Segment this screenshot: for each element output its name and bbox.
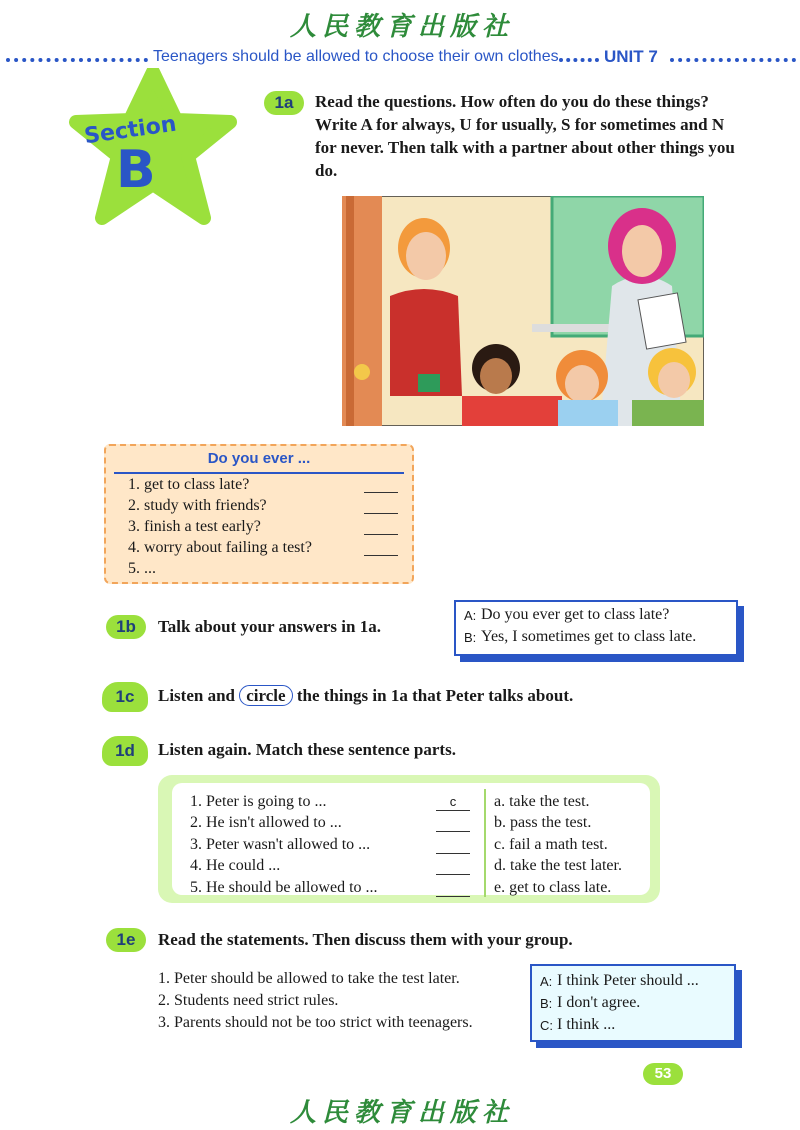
answer-blank[interactable] [364, 497, 398, 514]
section-letter: B [116, 140, 156, 200]
unit-label: UNIT 7 [604, 47, 658, 66]
task-1a-badge: 1a [264, 91, 304, 115]
match-row: 2. He isn't allowed to ... [190, 811, 470, 833]
task-1d-badge: 1d [102, 736, 148, 766]
list-item: 1. get to class late? [128, 476, 398, 497]
header-dots-mid [559, 58, 599, 66]
conversation-1e [530, 964, 736, 1042]
circled-word: circle [239, 685, 292, 706]
list-item: 5. ... [128, 560, 156, 577]
task-1b-badge: 1b [106, 615, 146, 639]
header-dots-right [670, 58, 796, 66]
page-number: 53 [643, 1063, 683, 1085]
list-item: 2. Students need strict rules. [158, 992, 339, 1009]
match-option: e. get to class late. [494, 878, 612, 896]
task-1a-text: Read the questions. How often do you do these things? Write A for always, U for usually, S for sometimes and N for never. Then talk with a partner about other things you do. [315, 92, 735, 180]
answer-blank[interactable] [364, 539, 398, 556]
task-1d-text: Listen again. Match these sentence parts. [158, 740, 456, 759]
match-row: 4. He could ... [190, 854, 470, 876]
answer-blank[interactable] [436, 858, 470, 875]
answer-blank[interactable] [436, 837, 470, 854]
match-right-column [484, 789, 654, 897]
classroom-illustration [342, 196, 704, 426]
match-row: 5. He should be allowed to ... [190, 875, 470, 897]
task-1e-text: Read the statements. Then discuss them with your group. [158, 930, 573, 949]
publisher-logo: 人民教育出版社 [290, 12, 515, 42]
header-dots-left [6, 58, 148, 66]
task-1c-badge: 1c [102, 682, 148, 712]
answer-blank[interactable] [436, 815, 470, 832]
dialogue-line: B: I don't agree. [540, 994, 641, 1011]
matching-box [158, 775, 660, 903]
box-heading: Do you ever ... [114, 450, 404, 474]
task-1c-text: Listen and circle the things in 1a that Peter talks about. [158, 686, 574, 705]
header-title: Teenagers should be allowed to choose their own clothes. [153, 48, 564, 65]
dialogue-line: A: Do you ever get to class late? [464, 606, 670, 623]
matching-panel [172, 783, 650, 895]
task-1e-badge: 1e [106, 928, 146, 952]
dialogue-line: B: Yes, I sometimes get to class late. [464, 628, 697, 645]
answer-blank[interactable] [364, 476, 398, 493]
list-item: 3. Parents should not be too strict with teenagers. [158, 1014, 473, 1031]
do-you-ever-box [104, 444, 414, 584]
list-item: 2. study with friends? [128, 497, 398, 518]
match-row: 1. Peter is going to ... c [190, 789, 470, 811]
match-option: c. fail a math test. [494, 835, 608, 853]
match-row: 3. Peter wasn't allowed to ... [190, 832, 470, 854]
match-option: d. take the test later. [494, 857, 622, 874]
answer-blank[interactable] [364, 518, 398, 535]
match-option: b. pass the test. [494, 814, 592, 831]
list-item: 4. worry about failing a test? [128, 539, 398, 560]
match-option: a. take the test. [494, 792, 590, 810]
publisher-logo-bottom: 人民教育出版社 [290, 1098, 515, 1128]
match-left-column [190, 789, 470, 897]
dialogue-line: A: I think Peter should ... [540, 972, 699, 989]
answer-blank[interactable] [436, 880, 470, 897]
task-1b-text: Talk about your answers in 1a. [158, 617, 381, 636]
list-item: 3. finish a test early? [128, 518, 398, 539]
list-item: 1. Peter should be allowed to take the test later. [158, 970, 460, 987]
section-word: Section [82, 111, 178, 150]
statement-list [158, 970, 473, 1036]
dialogue-line: C: I think ... [540, 1016, 616, 1033]
answer-blank[interactable]: c [436, 794, 470, 811]
question-list [128, 476, 398, 581]
conversation-1b [454, 600, 738, 656]
